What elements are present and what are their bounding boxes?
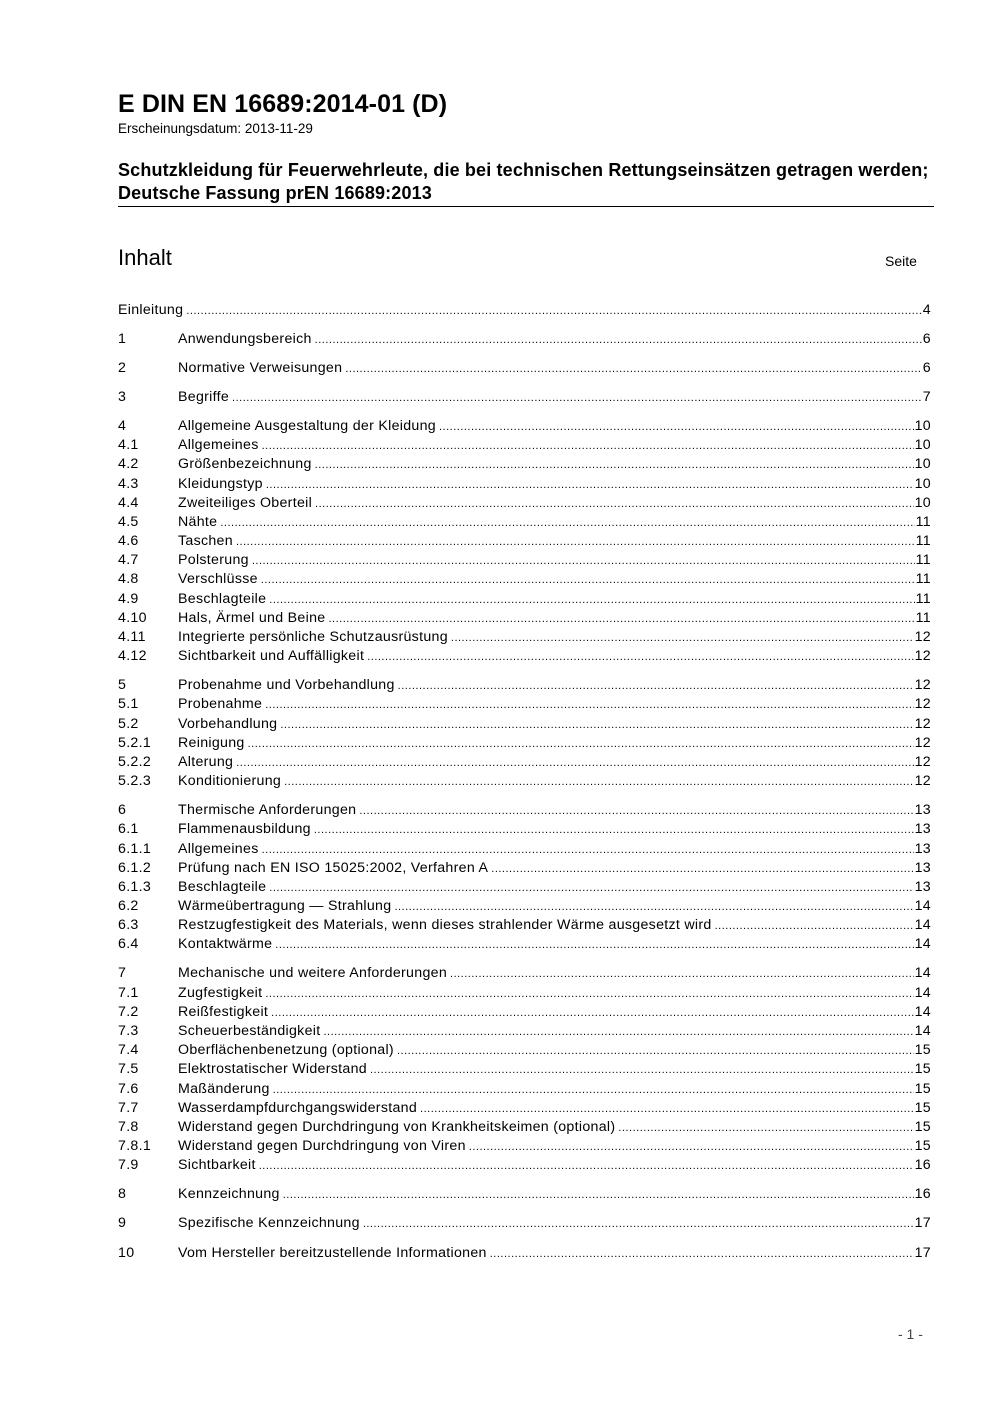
toc-entry-page: 13 (914, 821, 931, 837)
toc-dot-leader (259, 1157, 914, 1176)
toc-entry-title: Beschlagteile (178, 591, 267, 607)
toc-entry-number: 6.1 (118, 821, 139, 837)
toc-entry-page: 4 (922, 302, 931, 318)
toc-dot-leader (420, 1100, 914, 1119)
toc-entry[interactable] (118, 964, 931, 983)
toc-dot-leader (280, 716, 913, 735)
toc-entry-title: Allgemeines (178, 841, 259, 857)
toc-entry-page: 12 (914, 696, 931, 712)
toc-dot-leader (266, 476, 914, 495)
toc-entry-number: 5 (118, 677, 127, 693)
toc-dot-leader (236, 754, 913, 773)
toc-entry[interactable] (118, 820, 931, 839)
toc-entry[interactable] (118, 1099, 931, 1118)
toc-entry-number: 7.2 (118, 1004, 139, 1020)
toc-entry-title: Oberflächenbenetzung (optional) (178, 1042, 394, 1058)
toc-entry-page: 7 (922, 389, 931, 405)
toc-entry-title: Konditionierung (178, 773, 282, 789)
toc-dot-leader (262, 437, 914, 456)
toc-dot-leader (367, 648, 913, 667)
toc-dot-leader (363, 1215, 914, 1234)
toc-entry[interactable] (118, 935, 931, 954)
toc-entry-number: 4.1 (118, 437, 139, 453)
toc-entry-page: 15 (914, 1042, 931, 1058)
toc-entry-number: 5.2 (118, 716, 139, 732)
toc-entry-page: 13 (914, 879, 931, 895)
publication-date: Erscheinungsdatum: 2013-11-29 (118, 121, 313, 136)
toc-entry-number: 7.3 (118, 1023, 139, 1039)
toc-entry-number: 6.4 (118, 936, 139, 952)
toc-entry-title: Elektrostatischer Widerstand (178, 1061, 367, 1077)
toc-entry-number: 7.4 (118, 1042, 139, 1058)
toc-entry-number: 4.10 (118, 610, 147, 626)
toc-entry-title: Zweiteiliges Oberteil (178, 495, 313, 511)
toc-entry-page: 10 (914, 495, 931, 511)
toc-dot-leader (450, 965, 914, 984)
toc-dot-leader (314, 821, 914, 840)
toc-dot-leader (315, 456, 914, 475)
toc-dot-leader (275, 936, 913, 955)
toc-entry[interactable] (118, 388, 931, 407)
toc-entry-page: 15 (914, 1100, 931, 1116)
toc-entry-number: 4.5 (118, 514, 139, 530)
toc-entry-title: Zugfestigkeit (178, 985, 263, 1001)
toc-entry-page: 11 (915, 591, 931, 607)
toc-entry-number: 3 (118, 389, 127, 405)
toc-entry-title: Taschen (178, 533, 233, 549)
toc-entry-title: Integrierte persönliche Schutzausrüstung (178, 629, 448, 645)
toc-entry[interactable] (118, 1003, 931, 1022)
toc-entry[interactable] (118, 570, 931, 589)
toc-entry-title: Beschlagteile (178, 879, 267, 895)
title-divider (118, 206, 934, 207)
toc-entry-number: 6.2 (118, 898, 139, 914)
toc-dot-leader (618, 1119, 913, 1138)
toc-dot-leader (262, 841, 914, 860)
toc-dot-leader (345, 360, 921, 379)
toc-entry-number: 7 (118, 965, 127, 981)
toc-entry-page: 14 (914, 936, 931, 952)
toc-entry-page: 15 (914, 1061, 931, 1077)
toc-entry-page: 14 (914, 1023, 931, 1039)
toc-entry[interactable] (118, 647, 931, 666)
toc-entry-title: Allgemeines (178, 437, 259, 453)
toc-entry[interactable] (118, 436, 931, 455)
toc-entry-number: 4.8 (118, 571, 139, 587)
toc-dot-leader (236, 533, 915, 552)
toc-entry-number: 7.8 (118, 1119, 139, 1135)
toc-entry[interactable] (118, 513, 931, 532)
toc-entry-page: 14 (914, 917, 931, 933)
toc-dot-leader (186, 302, 921, 321)
toc-entry[interactable] (118, 676, 931, 695)
toc-entry-page: 10 (914, 418, 931, 434)
toc-dot-leader (397, 1042, 914, 1061)
toc-entry[interactable] (118, 840, 931, 859)
toc-dot-leader (315, 495, 914, 514)
toc-entry-title: Maßänderung (178, 1081, 270, 1097)
toc-entry-title: Mechanische und weitere Anforderungen (178, 965, 448, 981)
toc-entry-page: 15 (914, 1081, 931, 1097)
toc-dot-leader (490, 1245, 914, 1264)
toc-entry[interactable] (118, 1244, 931, 1263)
toc-entry[interactable] (118, 1185, 931, 1204)
toc-dot-leader (284, 773, 914, 792)
toc-entry[interactable] (118, 1118, 931, 1137)
toc-entry-title: Normative Verweisungen (178, 360, 343, 376)
toc-entry-page: 11 (915, 610, 931, 626)
toc-dot-leader (265, 985, 913, 1004)
toc-entry[interactable] (118, 628, 931, 647)
toc-entry-title: Scheuerbeständigkeit (178, 1023, 321, 1039)
toc-entry[interactable] (118, 1214, 931, 1233)
toc-entry-page: 16 (914, 1157, 931, 1173)
toc-entry-page: 10 (914, 456, 931, 472)
toc-entry-number: 2 (118, 360, 127, 376)
toc-entry-number: 7.7 (118, 1100, 139, 1116)
toc-entry-number: 7.5 (118, 1061, 139, 1077)
toc-entry-number: 6.1.1 (118, 841, 152, 857)
toc-entry-number: 4.11 (118, 629, 146, 645)
toc-entry-number: 6.1.2 (118, 860, 152, 876)
toc-dot-leader (283, 1186, 914, 1205)
toc-dot-leader (491, 860, 913, 879)
toc-entry[interactable] (118, 301, 931, 320)
toc-entry-title: Restzugfestigkeit des Materials, wenn dieses strahlender Wärme ausgesetzt wird (178, 917, 712, 933)
toc-entry-number: 4.6 (118, 533, 139, 549)
toc-entry-title: Wasserdampfdurchgangswiderstand (178, 1100, 418, 1116)
toc-entry-title: Nähte (178, 514, 218, 530)
toc-entry[interactable] (118, 984, 931, 1003)
toc-entry-title: Spezifische Kennzeichnung (178, 1215, 360, 1231)
toc-entry[interactable] (118, 1041, 931, 1060)
toc-entry[interactable] (118, 1080, 931, 1099)
toc-entry-page: 17 (914, 1215, 931, 1231)
toc-entry-title: Wärmeübertragung — Strahlung (178, 898, 392, 914)
toc-entry-page: 12 (914, 677, 931, 693)
toc-entry-page: 12 (914, 773, 931, 789)
toc-entry-page: 16 (914, 1186, 931, 1202)
toc-entry[interactable] (118, 772, 931, 791)
toc-entry-page: 15 (914, 1138, 931, 1154)
toc-entry[interactable] (118, 532, 931, 551)
toc-entry-page: 15 (914, 1119, 931, 1135)
toc-entry[interactable] (118, 859, 931, 878)
toc-entry[interactable] (118, 1060, 931, 1079)
toc-entry-title: Widerstand gegen Durchdringung von Krankheitskeimen (optional) (178, 1119, 616, 1135)
toc-entry[interactable] (118, 494, 931, 513)
toc-dot-leader (715, 917, 914, 936)
toc-entry-page: 12 (914, 648, 931, 664)
toc-dot-leader (252, 552, 915, 571)
toc-entry-page: 14 (914, 1004, 931, 1020)
toc-entry-title: Thermische Anforderungen (178, 802, 357, 818)
toc-entry-title: Sichtbarkeit (178, 1157, 256, 1173)
toc-entry-number: 5.1 (118, 696, 139, 712)
toc-dot-leader (315, 331, 922, 350)
toc-entry-number: 5.2.1 (118, 735, 152, 751)
toc-entry-title: Flammenausbildung (178, 821, 311, 837)
toc-entry[interactable] (118, 897, 931, 916)
toc-entry[interactable] (118, 695, 931, 714)
toc-entry-title: Allgemeine Ausgestaltung der Kleidung (178, 418, 436, 434)
toc-entry-number: 4.12 (118, 648, 147, 664)
toc-entry-page: 14 (914, 985, 931, 1001)
toc-entry-number: 4.3 (118, 476, 139, 492)
toc-entry-page: 11 (915, 514, 931, 530)
toc-entry-page: 6 (922, 331, 931, 347)
toc-entry-number: 4.2 (118, 456, 139, 472)
page-footer-number: - 1 - (898, 1326, 923, 1342)
toc-entry-number: 5.2.3 (118, 773, 152, 789)
toc-entry-number: 9 (118, 1215, 127, 1231)
toc-entry-title: Sichtbarkeit und Auffälligkeit (178, 648, 365, 664)
toc-entry-title: Vom Hersteller bereitzustellende Informationen (178, 1245, 487, 1261)
toc-dot-leader (328, 610, 914, 629)
toc-entry-number: 7.8.1 (118, 1138, 152, 1154)
toc-entry[interactable] (118, 801, 931, 820)
toc-entry-page: 6 (922, 360, 931, 376)
toc-entry-title: Polsterung (178, 552, 249, 568)
toc-entry-title: Widerstand gegen Durchdringung von Viren (178, 1138, 466, 1154)
toc-dot-leader (469, 1138, 914, 1157)
toc-entry-page: 14 (914, 965, 931, 981)
toc-entry-number: 7.9 (118, 1157, 139, 1173)
toc-entry-title: Prüfung nach EN ISO 15025:2002, Verfahren A (178, 860, 489, 876)
toc-entry-number: 4.4 (118, 495, 139, 511)
toc-entry-page: 11 (915, 533, 931, 549)
toc-entry-page: 17 (914, 1245, 931, 1261)
toc-entry-number: 8 (118, 1186, 127, 1202)
toc-dot-leader (439, 418, 914, 437)
document-id: E DIN EN 16689:2014-01 (D) (118, 90, 448, 118)
toc-dot-leader (359, 802, 913, 821)
toc-entry[interactable] (118, 330, 931, 349)
toc-dot-leader (261, 571, 915, 590)
toc-entry-number: 6.3 (118, 917, 139, 933)
toc-entry[interactable] (118, 590, 931, 609)
toc-entry-title: Hals, Ärmel und Beine (178, 610, 326, 626)
toc-entry-title: Probenahme und Vorbehandlung (178, 677, 395, 693)
toc-dot-leader (232, 389, 922, 408)
toc-dot-leader (394, 898, 913, 917)
toc-dot-leader (265, 696, 913, 715)
toc-dot-leader (398, 677, 914, 696)
toc-entry[interactable] (118, 753, 931, 772)
toc-entry-page: 11 (915, 552, 931, 568)
toc-entry[interactable] (118, 359, 931, 378)
toc-entry[interactable] (118, 417, 931, 436)
toc-entry-title: Probenahme (178, 696, 263, 712)
toc-entry-page: 10 (914, 476, 931, 492)
toc-entry[interactable] (118, 609, 931, 628)
toc-entry-title: Kennzeichnung (178, 1186, 280, 1202)
toc-dot-leader (273, 1081, 914, 1100)
toc-entry-page: 12 (914, 754, 931, 770)
toc-entry-page: 14 (914, 898, 931, 914)
toc-entry-page: 12 (914, 735, 931, 751)
toc-dot-leader (451, 629, 914, 648)
toc-entry-number: 7.6 (118, 1081, 139, 1097)
toc-entry[interactable] (118, 878, 931, 897)
toc-entry-number: 4.9 (118, 591, 139, 607)
toc-entry-number: 10 (118, 1245, 135, 1261)
toc-dot-leader (220, 514, 914, 533)
toc-entry-number: 7.1 (118, 985, 139, 1001)
toc-entry-number: 6 (118, 802, 127, 818)
toc-entry-title: Größenbezeichnung (178, 456, 312, 472)
toc-entry-number: 6.1.3 (118, 879, 152, 895)
toc-entry[interactable] (118, 1022, 931, 1041)
toc-entry-page: 12 (914, 629, 931, 645)
toc-entry-page: 12 (914, 716, 931, 732)
toc-entry-page: 13 (914, 860, 931, 876)
toc-dot-leader (269, 591, 914, 610)
toc-entry-title: Kleidungstyp (178, 476, 263, 492)
toc-entry-title: Reißfestigkeit (178, 1004, 269, 1020)
toc-dot-leader (370, 1061, 914, 1080)
toc-entry-title: Einleitung (118, 302, 184, 318)
toc-entry[interactable] (118, 475, 931, 494)
toc-entry-page: 11 (915, 571, 931, 587)
toc-entry-number: 1 (118, 331, 127, 347)
toc-entry-number: 5.2.2 (118, 754, 152, 770)
toc-dot-leader (323, 1023, 913, 1042)
toc-entry[interactable] (118, 734, 931, 753)
toc-entry[interactable] (118, 551, 931, 570)
toc-entry[interactable] (118, 1156, 931, 1175)
toc-heading: Inhalt (118, 245, 172, 270)
toc-dot-leader (271, 1004, 913, 1023)
toc-entry[interactable] (118, 455, 931, 474)
toc-entry-number: 4 (118, 418, 127, 434)
toc-entry-title: Alterung (178, 754, 234, 770)
toc-dot-leader (248, 735, 914, 754)
toc-entry-title: Reinigung (178, 735, 245, 751)
toc-entry[interactable] (118, 916, 931, 935)
toc-entry-title: Anwendungsbereich (178, 331, 312, 347)
toc-entry-title: Verschlüsse (178, 571, 258, 587)
toc-entry-title: Vorbehandlung (178, 716, 278, 732)
document-title: Schutzkleidung für Feuerwehrleute, die bei technischen Rettungseinsätzen getragen werden; Deutsche Fassung prEN 16689:2013 (118, 160, 929, 203)
toc-entry-number: 4.7 (118, 552, 139, 568)
toc-entry[interactable] (118, 715, 931, 734)
toc-entry[interactable] (118, 1137, 931, 1156)
toc-page-column-label: Seite (885, 253, 917, 269)
toc-dot-leader (269, 879, 913, 898)
toc-entry-page: 10 (914, 437, 931, 453)
toc-entry-title: Begriffe (178, 389, 230, 405)
toc-entry-title: Kontaktwärme (178, 936, 273, 952)
toc-entry-page: 13 (914, 802, 931, 818)
toc-entry-page: 13 (914, 841, 931, 857)
